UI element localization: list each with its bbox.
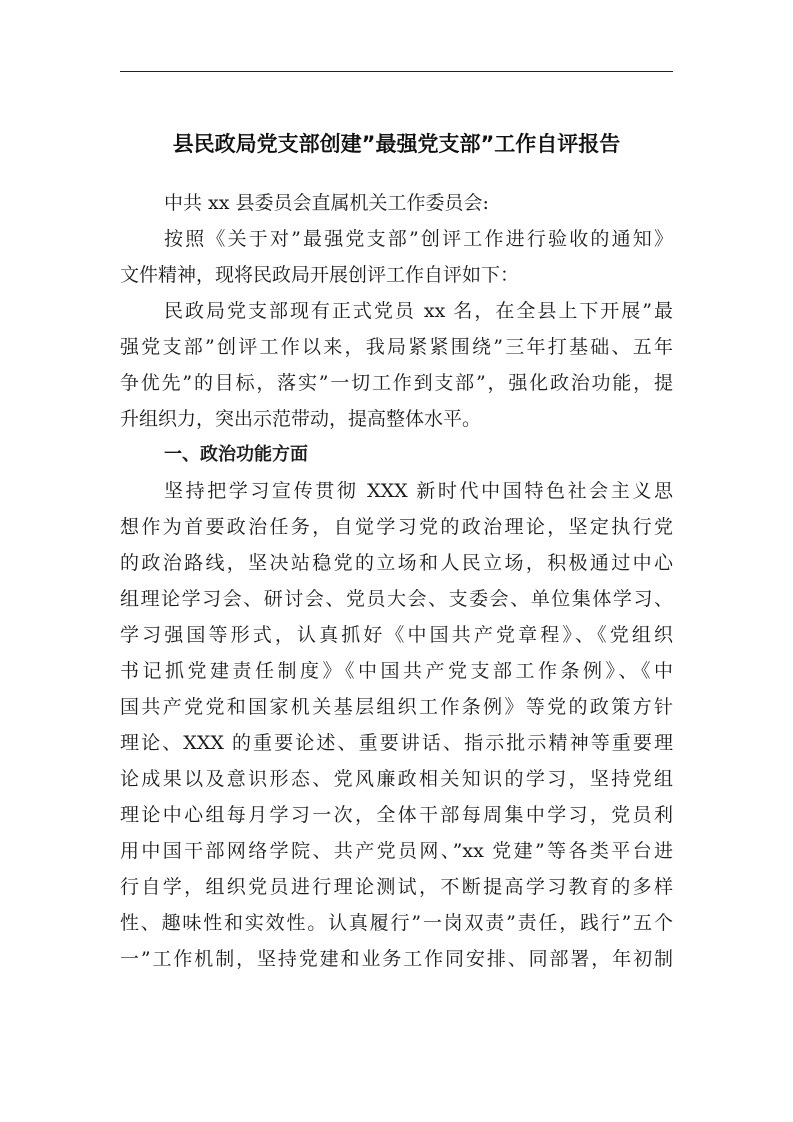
header-rule [120, 71, 673, 72]
paragraph-line: 国共产党党和国家机关基层组织工作条例》等党的政策方针 [120, 696, 673, 718]
addressee-line: 中共 xx 县委员会直属机关工作委员会: [164, 192, 489, 214]
paragraph-line: 组理论学习会、研讨会、党员大会、支委会、单位集体学习、 [120, 588, 673, 610]
paragraph-line: 论成果以及意识形态、党风廉政相关知识的学习，坚持党组 [120, 768, 673, 790]
paragraph-line: 按照《关于对”最强党支部”创评工作进行验收的通知》 [164, 228, 673, 250]
paragraph-line: 争优先”的目标，落实”一切工作到支部”，强化政治功能，提 [120, 372, 673, 394]
paragraph-line: 学习强国等形式，认真抓好《中国共产党章程》、《党组织 [120, 624, 673, 646]
paragraph-line: 书记抓党建责任制度》《中国共产党支部工作条例》、《中 [120, 660, 673, 682]
paragraph-line: 文件精神，现将民政局开展创评工作自评如下： [120, 264, 520, 286]
paragraph-line: 行自学，组织党员进行理论测试，不断提高学习教育的多样 [120, 876, 673, 898]
paragraph-line: 强党支部”创评工作以来，我局紧紧围绕”三年打基础、五年 [120, 336, 673, 358]
paragraph-line: 理论中心组每月学习一次，全体干部每周集中学习，党员利 [120, 804, 673, 826]
paragraph-line: 民政局党支部现有正式党员 xx 名，在全县上下开展”最 [164, 300, 673, 322]
paragraph-line: 的政治路线，坚决站稳党的立场和人民立场，积极通过中心 [120, 552, 673, 574]
paragraph-line: 坚持把学习宣传贯彻 XXX 新时代中国特色社会主义思 [164, 480, 673, 502]
paragraph-line: 用中国干部网络学院、共产党员网、”xx 党建”等各类平台进 [120, 840, 673, 862]
document-body [120, 185, 673, 977]
paragraph-line: 性、趣味性和实效性。认真履行”一岗双责”责任，践行”五个 [120, 912, 673, 934]
paragraph-line: 理论、XXX 的重要论述、重要讲话、指示批示精神等重要理 [120, 732, 673, 754]
paragraph-line: 想作为首要政治任务，自觉学习党的政治理论，坚定执行党 [120, 516, 673, 538]
paragraph-line: 升组织力，突出示范带动，提高整体水平。 [120, 408, 482, 430]
paragraph-line: 一”工作机制，坚持党建和业务工作同安排、同部署，年初制 [120, 948, 673, 970]
document-title: 县民政局党支部创建”最强党支部”工作自评报告 [172, 132, 621, 156]
section-heading: 一、政治功能方面 [164, 444, 308, 465]
